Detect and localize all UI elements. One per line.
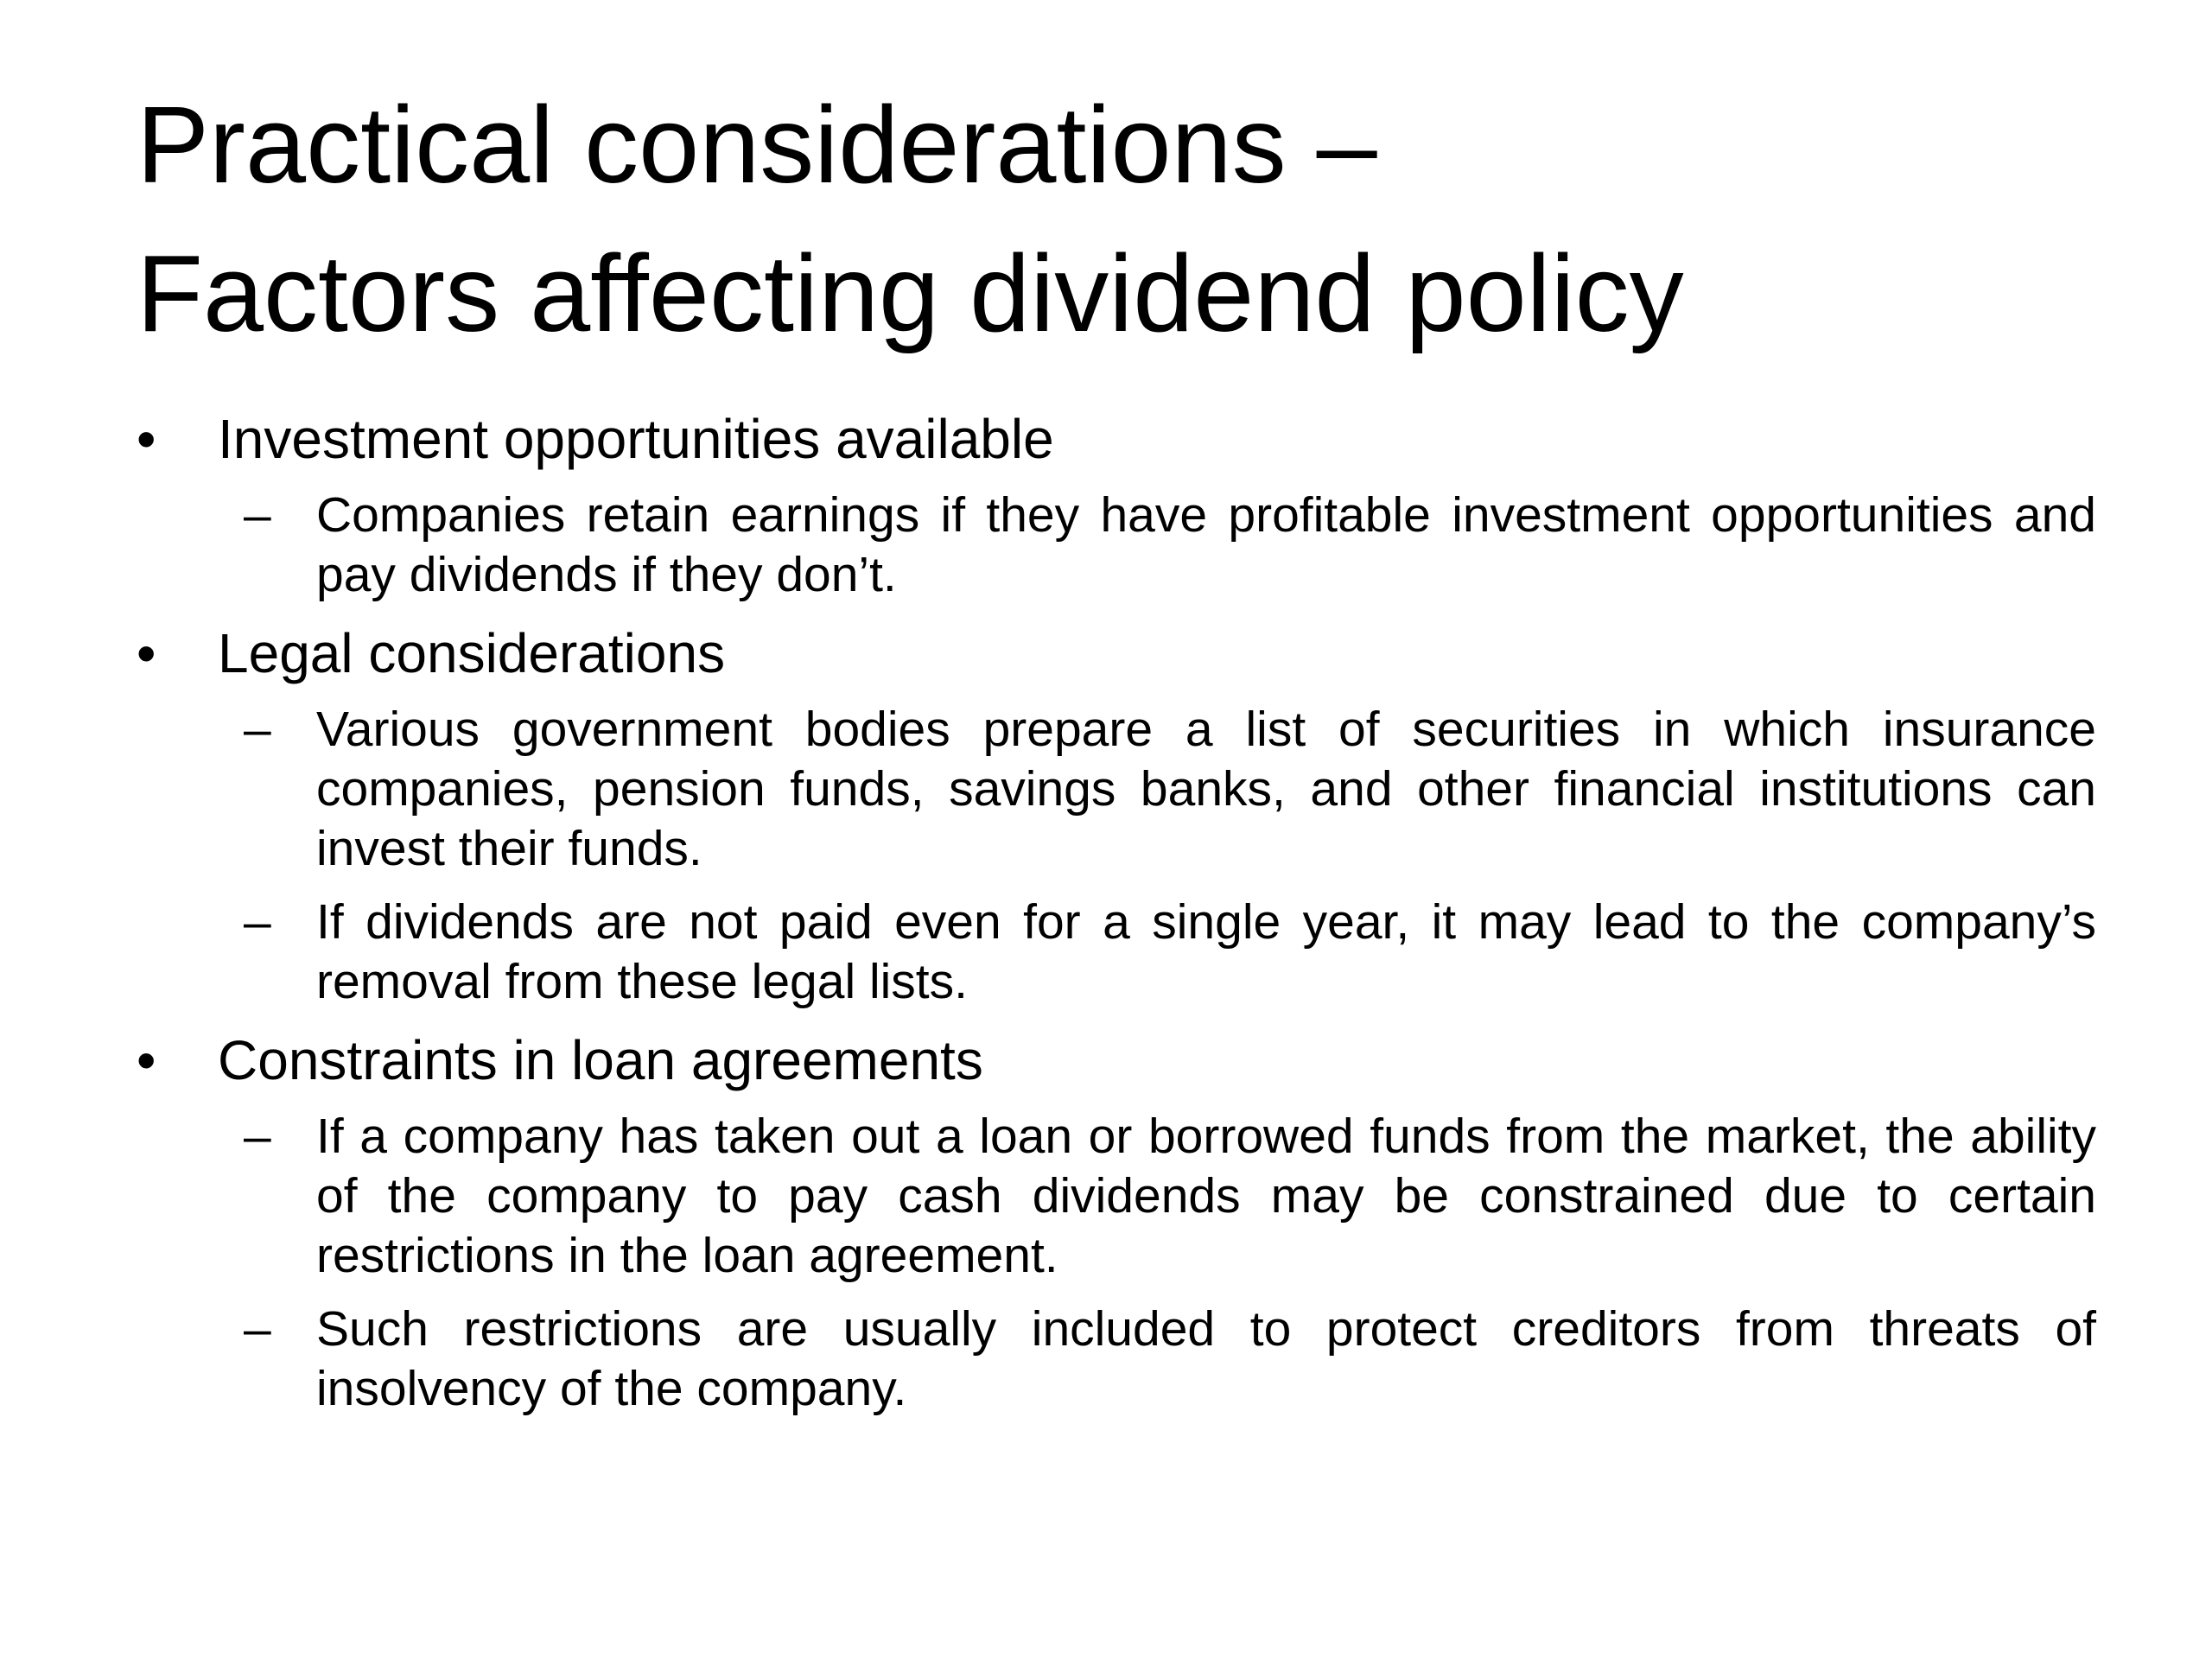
- bullet-legal-considerations: [137, 619, 2096, 688]
- sub-point: [137, 1300, 2096, 1419]
- sub-point-text: If dividends are not paid even for a single year, it may lead to the company’s removal from these legal lists.: [316, 894, 2096, 1009]
- slide-body: [137, 396, 2096, 1433]
- bullet-investment-opportunities: [137, 404, 2096, 474]
- slide-title: [137, 71, 2089, 368]
- dash-icon: –: [244, 1109, 271, 1164]
- bullet-icon: •: [137, 622, 156, 684]
- sub-point-text: If a company has taken out a loan or borrowed funds from the market, the ability of the company to pay cash dividends may be constrained due to certain restrictions in the loan agreement.: [316, 1109, 2096, 1283]
- sub-point-text: Various government bodies prepare a list of securities in which insurance companies, pension funds, savings banks, and other financial institutions can invest their funds.: [316, 702, 2096, 876]
- bullet-icon: •: [137, 1029, 156, 1091]
- bullet-loan-constraints: [137, 1026, 2096, 1095]
- sub-point-text: Companies retain earnings if they have profitable investment opportunities and pay dividends if they don’t.: [316, 487, 2096, 602]
- sub-point-text: Such restrictions are usually included to protect creditors from threats of insolvency of the company.: [316, 1301, 2096, 1416]
- sub-point: [137, 1107, 2096, 1286]
- bullet-text: Constraints in loan agreements: [218, 1029, 983, 1091]
- dash-icon: –: [244, 894, 271, 950]
- dash-icon: –: [244, 487, 271, 543]
- sub-point: [137, 893, 2096, 1012]
- bullet-icon: •: [137, 408, 156, 470]
- title-line-1: Practical considerations –: [137, 84, 1377, 206]
- dash-icon: –: [244, 1301, 271, 1357]
- dash-icon: –: [244, 702, 271, 757]
- sub-point: [137, 486, 2096, 605]
- sub-point: [137, 700, 2096, 879]
- bullet-text: Investment opportunities available: [218, 408, 1054, 470]
- bullet-text: Legal considerations: [218, 622, 726, 684]
- title-line-2: Factors affecting dividend policy: [137, 232, 1684, 354]
